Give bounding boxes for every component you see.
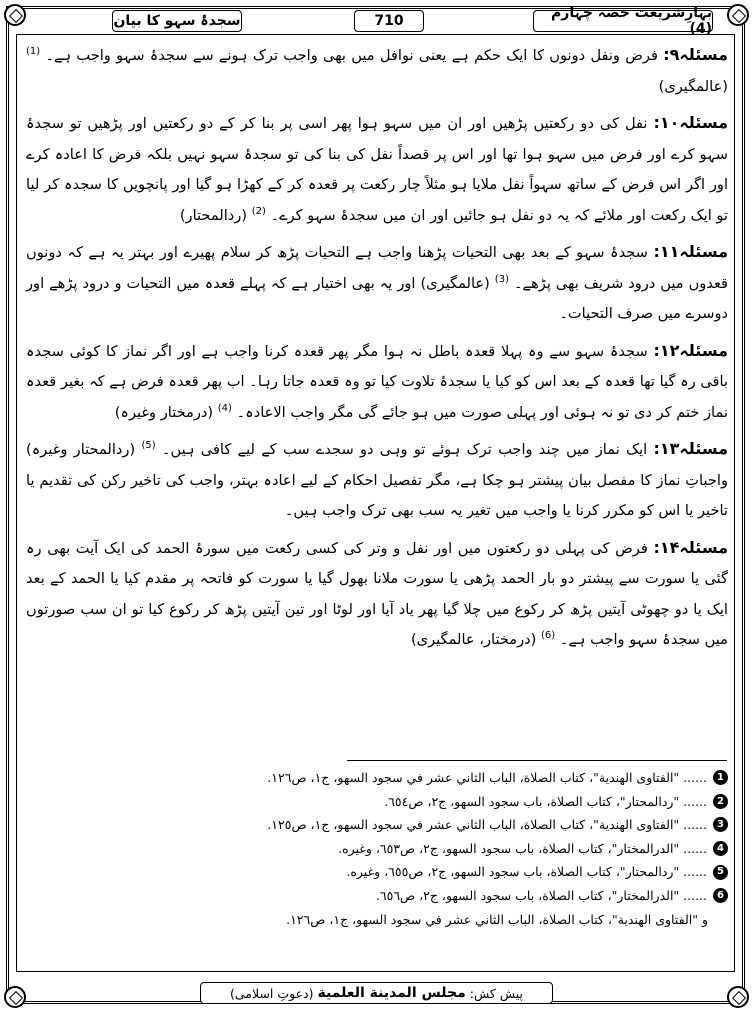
publisher-name: مجلس المدينة العلمية bbox=[317, 985, 466, 1001]
footnote-ref[interactable]: (1) bbox=[26, 46, 41, 58]
footnote-divider bbox=[347, 760, 727, 761]
chapter-title: سجدۂ سہو کا بیان bbox=[112, 10, 242, 32]
footnote-text: ...... "الفتاوى الهندية"، كتاب الصلاة، الباب الثاني عشر في سجود السهو، ج١، ص١٢٥. bbox=[267, 817, 707, 833]
masala-text: ایک نماز میں چند واجب ترک ہوئے تو وہی دو سجدے سب کے لیے کافی ہیں۔ bbox=[161, 441, 648, 458]
masala-source: (ردالمحتار) bbox=[179, 206, 248, 224]
publisher-org: (دعوتِ اسلامی) bbox=[229, 985, 314, 1001]
footnote-number[interactable]: 3 bbox=[713, 817, 728, 832]
masala-source: (عالمگیری) bbox=[658, 77, 728, 95]
footnote-text: ...... "الدرالمختار"، كتاب الصلاة، باب سجود السهو، ج٢، ص٦٥٣، وغيره. bbox=[338, 840, 707, 856]
footnote-ref[interactable]: (3) bbox=[494, 273, 509, 285]
footnote-ref[interactable]: (2) bbox=[251, 205, 266, 217]
masala-text: سجدۂ سہو کے بعد بھی التحیات پڑھنا واجب ہے التحیات پڑھ کر سلام پھیرے اور بہتر یہ ہے کہ دونوں قعدوں میں درود شریف بھی پڑھے۔ bbox=[26, 244, 729, 292]
masala-label: مسئلہ۱۰: bbox=[653, 113, 729, 132]
masala-text: فرض ونفل دونوں کا ایک حکم ہے یعنی نوافل میں بھی واجب ترک ہونے سے سجدۂ سہو واجب ہے۔ bbox=[45, 47, 658, 64]
masala-label: مسئلہ۱۲: bbox=[653, 340, 729, 360]
footnote-5 bbox=[26, 860, 728, 884]
masala-label: مسئلہ۱۱: bbox=[653, 242, 728, 261]
masala-source: (عالمگیری) اور یہ بھی اختیار ہے کہ پہلے قعدہ میں التحیات و درود پڑھے اور دوسرے میں صرف التحیات۔ bbox=[26, 274, 728, 322]
corner-ornament-bottom-right bbox=[727, 986, 749, 1008]
masala-11 bbox=[26, 237, 728, 330]
footnote-number[interactable]: 2 bbox=[713, 794, 728, 809]
page-number: 710 bbox=[354, 10, 424, 32]
masala-10 bbox=[26, 108, 728, 231]
masala-12 bbox=[26, 336, 728, 429]
footnote-text: ...... "الدرالمختار"، كتاب الصلاة، باب سجود السهو، ج٢، ص٦٥٦. bbox=[375, 887, 707, 903]
masala-text: سجدۂ سہو سے وہ پہلا قعدہ باطل نہ ہوا مگر پھر قعدہ کرنا واجب ہے اور اگر نماز کا کوئی سجدہ باقی رہ گیا تھا قعدہ کے بعد اس کو کیا یا سجدۂ تلاوت کیا تو وہ قعدہ جاتا رہا۔ اب پھر قعدہ فرض ہے کہ بغیر قعدہ نماز ختم کر دی تو نہ ہوئی اور پہلی صورت میں ہو جائے گی مگر واجب الاعادہ۔ bbox=[26, 342, 728, 421]
masala-text: فرض کی پہلی دو رکعتوں میں اور نفل و وتر کی کسی رکعت میں سورۂ الحمد کی ایک آیت بھی رہ گئی یا سورت سے پیشتر دو بار الحمد پڑھی یا سورت ملانا بھول گیا یا سورت کو فاتحہ پر مقدم کیا یا الحمد کے بعد ایک یا دو چھوٹی آیتیں پڑھ کر رکوع میں چلا گیا پھر یاد آیا اور لوٹا اور تین آیتیں پڑھ کر رکوع کیا تو ان سب صورتوں میں سجدۂ سہو واجب ہے۔ bbox=[26, 539, 728, 648]
footnote-ref[interactable]: (4) bbox=[217, 402, 232, 414]
masala-text: نفل کی دو رکعتیں پڑھیں اور ان میں سہو ہوا پھر اسی پر بنا کر کے دو رکعتیں اور پڑھیں تو سجدۂ سہو کرے اور فرض میں سہو ہوا تھا اور اس پر قصداً نفل کی بنا کی تو سجدۂ سہو نہیں بلکہ فرض کا اعادہ کرے اور اگر اس فرض کے ساتھ سہواً نفل ملایا ہو مثلاً چار رکعت پر قعدہ کر کے کھڑا ہو گیا اور پانچویں کا سجدہ کر لیا تو ایک رکعت اور ملائے کہ یہ دو نفل ہو جائیں اور ان میں سجدۂ سہو کرے۔ bbox=[26, 115, 728, 224]
footnote-2 bbox=[26, 790, 728, 814]
footnote-text: ...... "ردالمحتار"، كتاب الصلاة، باب سجود السهو، ج٢، ص٦٥٥، وغيره. bbox=[346, 864, 707, 880]
masala-14 bbox=[26, 533, 728, 656]
corner-ornament-bottom-left bbox=[4, 986, 26, 1008]
main-text bbox=[26, 40, 728, 760]
footnote-4 bbox=[26, 837, 728, 861]
masala-label: مسئلہ۱۴: bbox=[653, 537, 728, 557]
footnote-ref[interactable]: (6) bbox=[541, 630, 556, 642]
footnotes bbox=[26, 766, 728, 931]
footnote-number[interactable]: 1 bbox=[713, 770, 728, 785]
footnote-continuation: و "الفتاوى الهندية"، كتاب الصلاة، الباب الثاني عشر في سجود السهو، ج١، ص١٢٦. bbox=[286, 911, 708, 927]
footnote-number[interactable]: 6 bbox=[713, 888, 728, 903]
footnote-6 bbox=[26, 884, 728, 908]
masala-label: مسئلہ۱۳: bbox=[653, 439, 729, 458]
masala-source: (درمختار وغیرہ) bbox=[114, 403, 214, 421]
footer-prefix: پیش کش: bbox=[469, 985, 524, 1001]
footnote-text: ...... "ردالمحتار"، كتاب الصلاة، باب سجود السهو، ج٢، ص٦٥٤. bbox=[384, 793, 707, 809]
footnote-number[interactable]: 5 bbox=[713, 865, 728, 880]
masala-source: (درمختار، عالمگیری) bbox=[410, 631, 537, 648]
masala-source: (ردالمحتار وغیرہ) واجباتِ نماز کا مفصل بیان پیشتر ہو چکا ہے، مگر تفصیل احکام کے لیے اعادہ بہتر، واجب کی تاخیر رکن کی تقدیم یا تاخیر یا اس کو مکرر کرنا یا واجب میں تغیر یہ سب بھی ترک واجب ہیں۔ bbox=[26, 441, 728, 519]
masala-13 bbox=[26, 434, 728, 527]
footnote-ref[interactable]: (5) bbox=[141, 440, 156, 452]
page-footer bbox=[200, 982, 553, 1004]
page-header bbox=[22, 5, 731, 37]
masala-9 bbox=[26, 40, 728, 102]
footnote-number[interactable]: 4 bbox=[713, 841, 728, 856]
book-title: بہارِشریعت حصہ چہارم (4) bbox=[533, 10, 713, 32]
footnote-text: ...... "الفتاوى الهندية"، كتاب الصلاة، الباب الثاني عشر في سجود السهو، ج١، ص١٢٦. bbox=[267, 770, 707, 785]
masala-label: مسئلہ۹: bbox=[663, 45, 729, 64]
footnote-1 bbox=[26, 766, 728, 790]
footnote-3 bbox=[26, 813, 728, 837]
